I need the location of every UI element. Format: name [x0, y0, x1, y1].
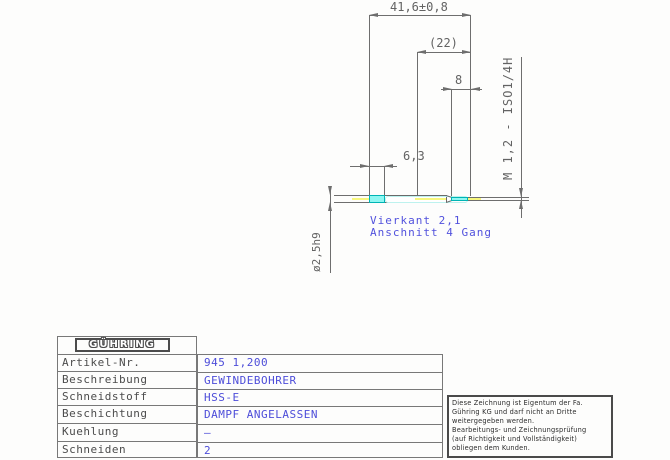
dim-neck-extension: [417, 52, 418, 195]
dim-extension-right: [470, 15, 471, 196]
disclaimer-line-4: Bearbeitungs- und Zeichnungsprüfung: [452, 426, 587, 435]
row-value-beschichtung: DAMPF ANGELASSEN: [198, 406, 442, 424]
tap-square-end: [369, 195, 385, 203]
dim-neck-text: (22): [429, 36, 458, 50]
row-label-artikel-nr: Artikel-Nr.: [58, 354, 196, 371]
row-value-schneidstoff: HSS-E: [198, 389, 442, 406]
disclaimer-line-5: (auf Richtigkeit und Vollständigkeit): [452, 435, 577, 444]
shank-edge-extension-top: [334, 195, 370, 196]
dim-square-length-arrow-right: [384, 164, 393, 168]
logo-row: [58, 337, 196, 354]
row-label-schneiden: Schneiden: [58, 441, 196, 458]
dim-thread-length-extension: [451, 89, 452, 197]
disclaimer-line-6: obliegen dem Kunden.: [452, 444, 531, 453]
title-block-label-column: [57, 336, 197, 458]
row-value-schneiden: 2: [198, 442, 442, 459]
dim-thread-spec-arrow-bottom: [519, 200, 523, 209]
dim-neck-arrow-left: [417, 50, 426, 54]
dim-neck-arrow-right: [462, 50, 471, 54]
row-label-beschreibung: Beschreibung: [58, 371, 196, 388]
row-label-schneidstoff: Schneidstoff: [58, 388, 196, 405]
disclaimer-line-3: weitergegeben werden.: [452, 417, 535, 426]
shank-edge-extension-bottom: [334, 202, 370, 203]
title-block-value-column: [197, 354, 443, 458]
dim-square-length-text: 6,3: [403, 149, 425, 163]
disclaimer-box: [447, 395, 613, 458]
row-value-beschreibung: GEWINDEBOHRER: [198, 372, 442, 389]
dim-shank-diameter-text: ø2,5h9: [310, 232, 323, 272]
guehring-logo: GÜHRING: [75, 338, 170, 352]
note-square-size: Vierkant 2,1: [370, 214, 462, 227]
dim-overall-arrow-left: [369, 13, 378, 17]
dim-shank-diameter-arrow-bottom: [328, 202, 332, 211]
dim-overall-line: [369, 15, 471, 16]
highlight-yellow-shank: [415, 198, 446, 200]
row-label-beschichtung: Beschichtung: [58, 405, 196, 423]
row-label-kuehlung: Kuehlung: [58, 423, 196, 441]
dim-thread-spec-arrow-top: [519, 188, 523, 197]
row-value-artikel-nr: 945 1,200: [204, 356, 269, 369]
dim-square-length-extension: [384, 166, 385, 195]
dim-thread-spec-text: M 1,2 - ISO1/4H: [501, 56, 515, 180]
note-chamfer-lead: Anschnitt 4 Gang: [370, 226, 492, 239]
dim-thread-length-text: 8: [455, 73, 463, 87]
dim-square-length-arrow-left: [360, 164, 369, 168]
dim-extension-left: [369, 15, 370, 195]
dim-thread-length-arrow-right: [471, 87, 480, 91]
tap-thread-section: [451, 197, 468, 201]
disclaimer-line-2: Gühring KG und darf nicht an Dritte: [452, 408, 577, 417]
disclaimer-line-1: Diese Zeichnung ist Eigentum der Fa.: [452, 399, 583, 407]
dim-shank-diameter-arrow-top: [328, 186, 332, 195]
dim-shank-diameter-line: [330, 186, 331, 273]
highlight-yellow-thread: [466, 198, 481, 200]
dim-overall-length-text: 41,6±0,8: [390, 0, 448, 14]
row-value-kuehlung: –: [198, 424, 442, 442]
